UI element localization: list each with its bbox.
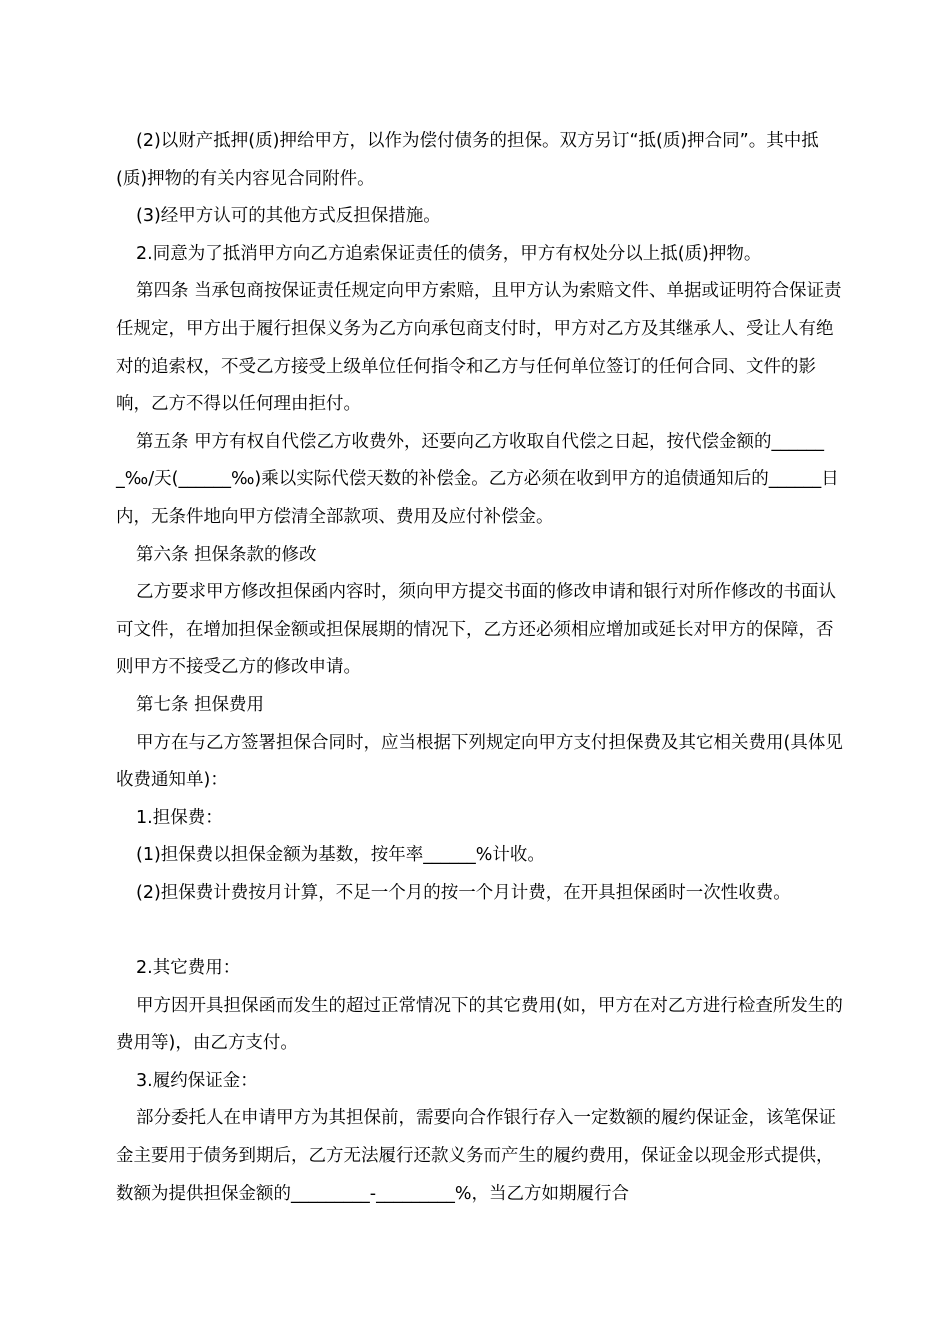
paragraph-article-5: 第五条 甲方有权自代偿乙方收费外，还要向乙方收取自代偿之日起，按代偿金额的_______‰/天(______‰)乘以实际代偿天数的补偿金。乙方必须在收到甲方的追债通知后的______日内，无条件地向甲方偿清全部款项、费用及应付补偿金。 (116, 431, 839, 527)
item-other-fees: 2.其它费用： (136, 958, 241, 979)
blank-line (116, 912, 846, 950)
paragraph-pledge-clause: (2)以财产抵押(质)押给甲方，以作为偿付债务的担保。双方另订“抵(质)押合同”。其中抵(质)押物的有关内容见合同附件。 (116, 131, 819, 189)
paragraph-other-measures: (3)经甲方认可的其他方式反担保措施。 (136, 206, 441, 227)
paragraph-disposal-right: 2.同意为了抵消甲方向乙方追索保证责任的债务，甲方有权处分以上抵(质)押物。 (136, 243, 762, 264)
item-guarantee-fee: 1.担保费： (136, 807, 223, 828)
paragraph-article-6-body: 乙方要求甲方修改担保函内容时，须向甲方提交书面的修改申请和银行对所作修改的书面认可文件，在增加担保金额或担保展期的情况下，乙方还必须相应增加或延长对甲方的保障，否则甲方不接受乙方的修改申请。 (116, 582, 836, 678)
paragraph-article-4: 第四条 当承包商按保证责任规定向甲方索赔，且甲方认为索赔文件、单据或证明符合保证责任规定，甲方出于履行担保义务为乙方向承包商支付时，甲方对乙方及其继承人、受让人有绝对的追索权，不受乙方接受上级单位任何指令和乙方与任何单位签订的任何合同、文件的影响，乙方不得以任何理由拒付。 (116, 281, 842, 415)
item-fee-rate: (1)担保费以担保金额为基数，按年率______%计收。 (136, 845, 545, 866)
paragraph-article-7-body: 甲方在与乙方签署担保合同时，应当根据下列规定向甲方支付担保费及其它相关费用(具体见收费通知单)： (116, 732, 843, 791)
heading-article-6: 第六条 担保条款的修改 (136, 544, 317, 565)
item-fee-billing: (2)担保费计费按月计算，不足一个月的按一个月计费，在开具担保函时一次性收费。 (136, 882, 791, 903)
item-performance-deposit: 3.履约保证金： (136, 1070, 258, 1091)
document-body (116, 123, 846, 1213)
heading-article-7: 第七条 担保费用 (136, 694, 265, 715)
paragraph-other-fees-body: 甲方因开具担保函而发生的超过正常情况下的其它费用(如，甲方在对乙方进行检查所发生的费用等)，由乙方支付。 (116, 995, 843, 1054)
paragraph-performance-deposit-body: 部分委托人在申请甲方为其担保前，需要向合作银行存入一定数额的履约保证金，该笔保证金主要用于债务到期后，乙方无法履行还款义务而产生的履约费用，保证金以现金形式提供，数额为提供担保金额的_________-_________%，当乙方如期履行合 (116, 1108, 836, 1204)
